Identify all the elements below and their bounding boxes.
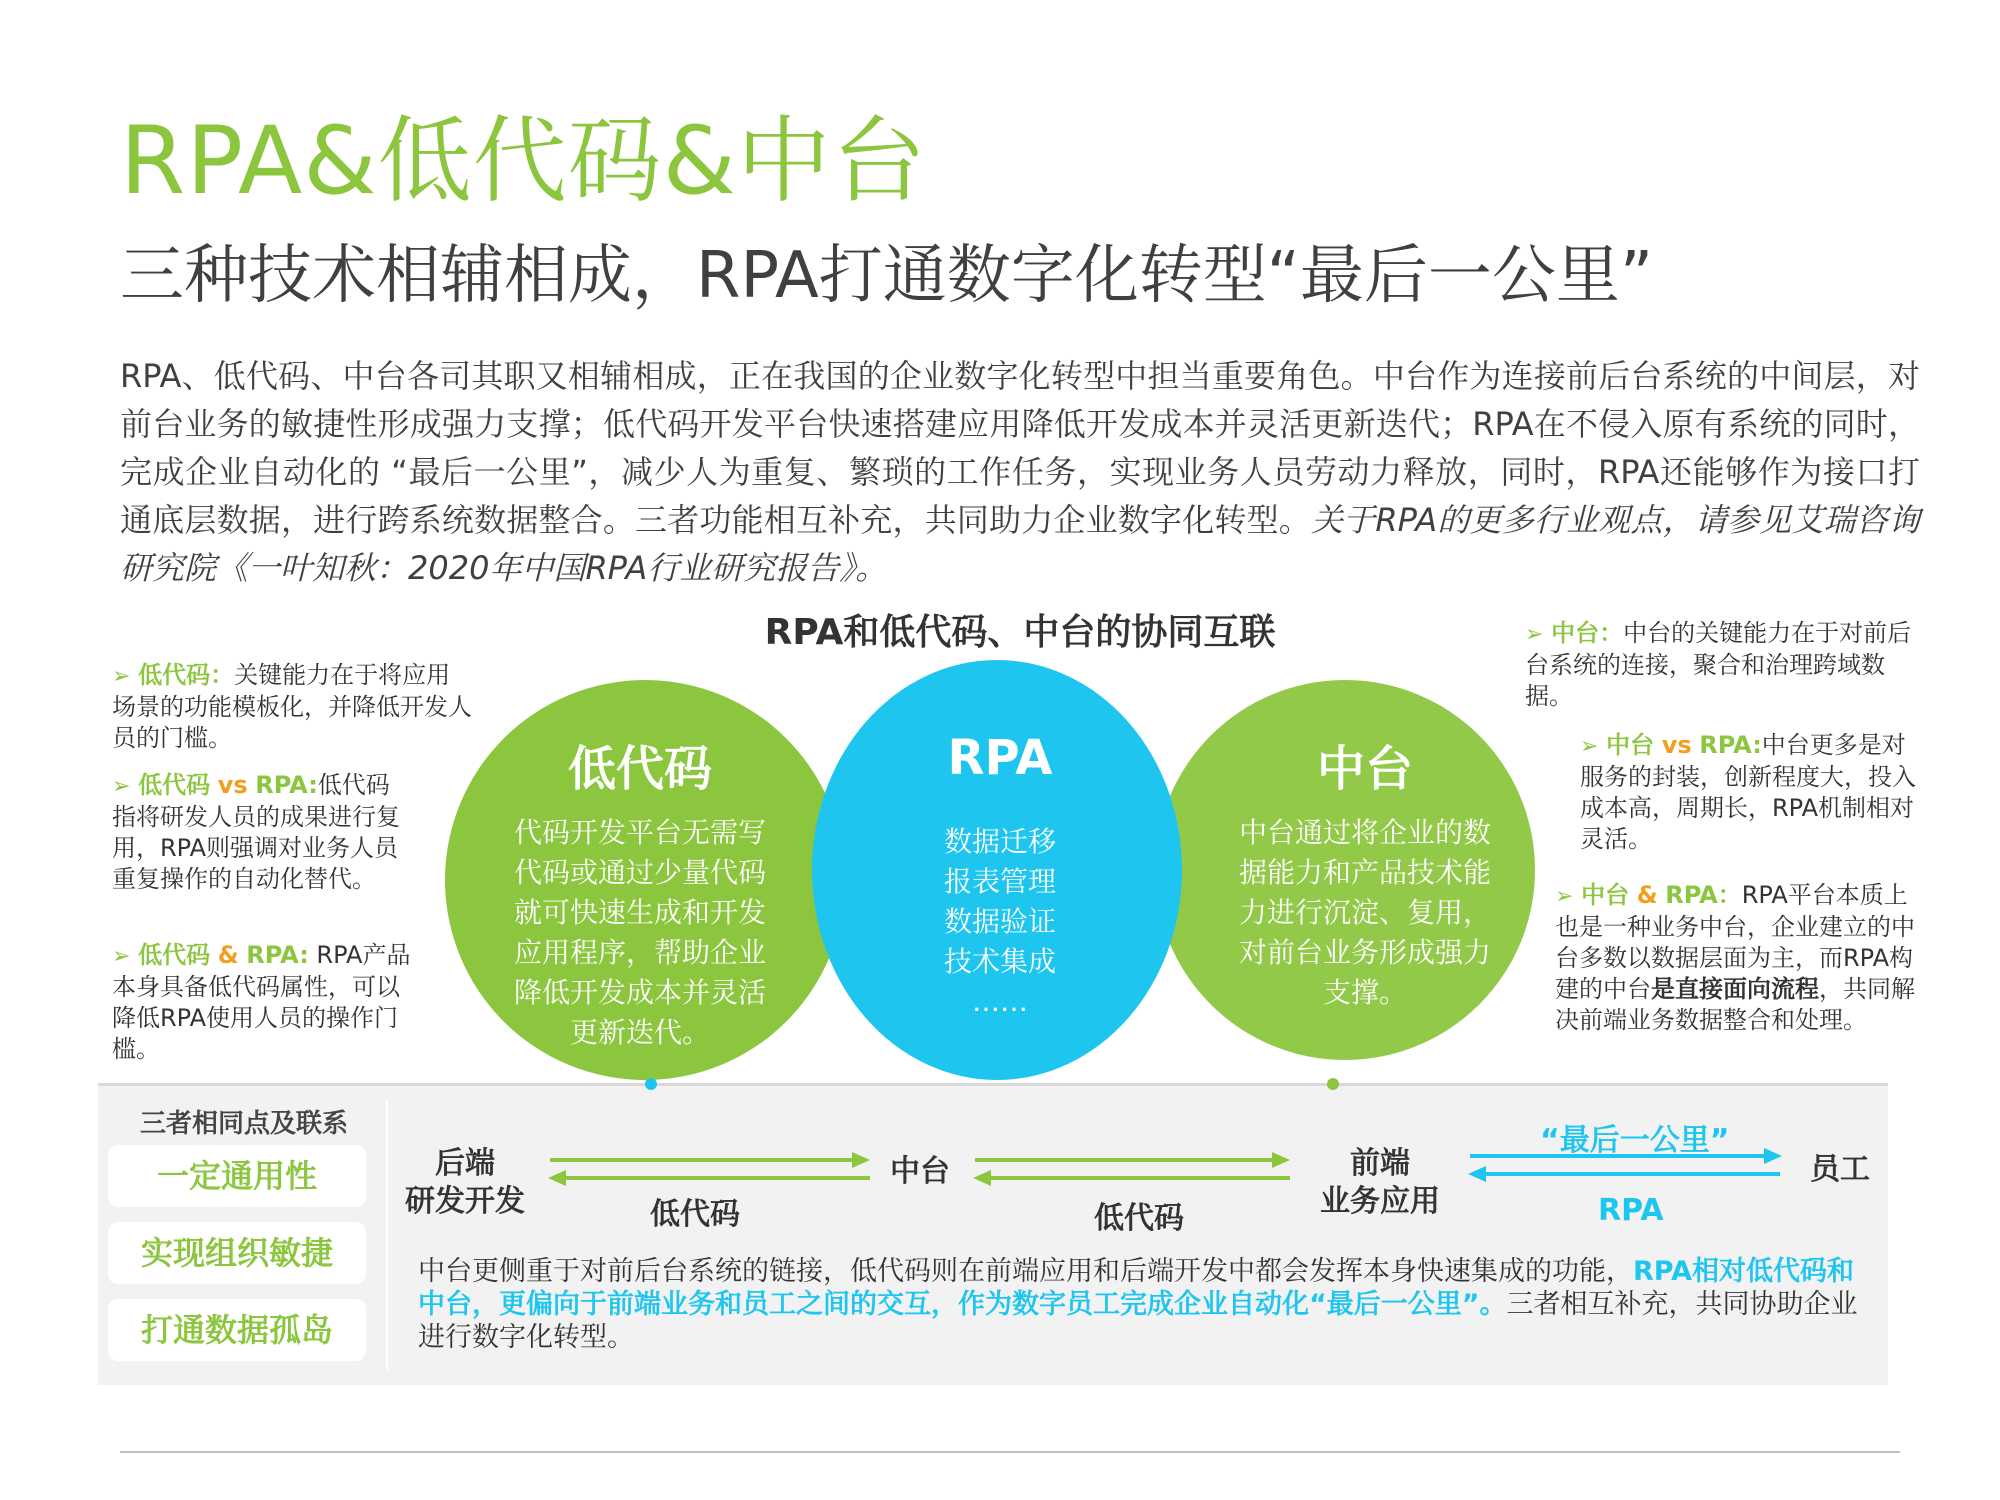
bullet-arrow-icon: ➢ bbox=[112, 774, 131, 799]
right-note-1 bbox=[1525, 618, 1925, 712]
right-note-3 bbox=[1555, 880, 1920, 1036]
right-note-2 bbox=[1580, 730, 1920, 855]
lowcode-line: 应用程序，帮助企业 bbox=[513, 936, 766, 969]
note-bold: 是直接面向流程 bbox=[1651, 975, 1819, 1003]
rpa-circle-body bbox=[890, 822, 1110, 1022]
lowcode-circle-title: 低代码 bbox=[567, 741, 712, 797]
flow-backend-line2: 研发开发 bbox=[405, 1184, 525, 1219]
double-arrow-green-2 bbox=[965, 1150, 1300, 1190]
note-sep: ： bbox=[1599, 619, 1624, 647]
panel-summary-text bbox=[418, 1255, 1873, 1354]
zhongtai-circle-title: 中台 bbox=[1316, 741, 1413, 797]
note-head: 低代码 bbox=[138, 771, 211, 799]
intro-paragraph bbox=[120, 352, 1920, 592]
rpa-line: 数据迁移 bbox=[943, 825, 1056, 858]
note-text: 中台的关键能力在于对前后台系统的连接，聚合和治理跨域数据。 bbox=[1525, 619, 1912, 710]
rpa-line: 技术集成 bbox=[943, 945, 1056, 978]
note-tail: RPA bbox=[255, 771, 309, 799]
flow-frontend bbox=[1310, 1145, 1450, 1221]
flow-backend bbox=[400, 1145, 530, 1221]
lowcode-circle-body bbox=[490, 813, 790, 1053]
lowcode-line: 更新迭代。 bbox=[569, 1016, 710, 1049]
arrow3-top-label: “最后一公里” bbox=[1540, 1123, 1730, 1158]
flow-backend-line1: 后端 bbox=[435, 1146, 495, 1181]
note-head: 中台 bbox=[1606, 731, 1655, 759]
diagram-title: RPA和低代码、中台的协同互联 bbox=[764, 612, 1276, 653]
double-arrow-green-1 bbox=[540, 1150, 880, 1190]
left-note-2 bbox=[112, 770, 402, 895]
note-vs: vs bbox=[217, 771, 248, 799]
bullet-arrow-icon: ➢ bbox=[1580, 734, 1599, 759]
note-vs: & bbox=[217, 941, 239, 969]
rpa-line: 数据验证 bbox=[943, 905, 1056, 938]
left-note-3 bbox=[112, 940, 422, 1065]
lowcode-circle-content bbox=[490, 730, 790, 1053]
summary-text-a: 中台更侧重于对前后台系统的链接，低代码则在前端应用和后端开发中都会发挥本身快速集成的功能， bbox=[418, 1256, 1633, 1287]
flow-middle: 中台 bbox=[890, 1154, 950, 1189]
bullet-arrow-icon: ➢ bbox=[1555, 884, 1574, 909]
note-sep: : bbox=[308, 771, 318, 799]
note-tail: RPA bbox=[246, 941, 300, 969]
note-sep: ： bbox=[210, 661, 235, 689]
summary-text-b: 三者相互补充，共同协助企业进行数字化转型。 bbox=[418, 1289, 1858, 1353]
note-tail: RPA bbox=[1699, 731, 1753, 759]
left-note-1 bbox=[112, 660, 472, 754]
rpa-line: 报表管理 bbox=[943, 865, 1056, 898]
rpa-circle-title: RPA bbox=[947, 730, 1053, 786]
lowcode-line: 降低开发成本并灵活 bbox=[513, 976, 766, 1009]
zhongtai-line: 支撑。 bbox=[1322, 976, 1407, 1009]
pill-agility: 实现组织敏捷 bbox=[108, 1222, 366, 1284]
zhongtai-line: 力进行沉淀、复用， bbox=[1238, 896, 1491, 929]
connector-dot bbox=[1327, 1078, 1339, 1090]
intro-text: RPA、低代码、中台各司其职又相辅相成，正在我国的企业数字化转型中担当重要角色。中台作为连接前后台系统的中间层，对前台业务的敏捷性形成强力支撑；低代码开发平台快速搭建应用降低开发成本并灵活更新迭代；RPA在不侵入原有系统的同时，完成企业自动化的 “最后一公里”，减少人为重复、繁琐的工作任务，实现业务人员劳动力释放，同时，RPA还能够作为接口打通底层数据，进行跨系统数据整合。三者功能相互补充，共同助力企业数字化转型。 bbox=[120, 357, 1920, 539]
rpa-circle-content bbox=[890, 730, 1110, 1022]
zhongtai-line: 对前台业务形成强力 bbox=[1238, 936, 1491, 969]
bullet-arrow-icon: ➢ bbox=[112, 944, 131, 969]
flow-frontend-line2: 业务应用 bbox=[1320, 1184, 1440, 1219]
note-head: 低代码 bbox=[138, 661, 211, 689]
note-sep: : bbox=[299, 941, 309, 969]
zhongtai-line: 据能力和产品技术能 bbox=[1238, 856, 1491, 889]
zhongtai-circle-body bbox=[1220, 813, 1510, 1013]
zhongtai-line: 中台通过将企业的数 bbox=[1238, 816, 1491, 849]
note-head: 低代码 bbox=[138, 941, 211, 969]
note-vs: & bbox=[1636, 881, 1658, 909]
zhongtai-circle-content bbox=[1220, 730, 1510, 1013]
note-sep: : bbox=[1752, 731, 1762, 759]
summary-text-emphasis: RPA相对低代码和中台，更偏向于前端业务和员工之间的交互，作为数字员工完成企业自动化“最后一公里”。 bbox=[418, 1256, 1854, 1320]
panel-separator bbox=[386, 1100, 388, 1370]
page-title: RPA&低代码&中台 bbox=[120, 107, 927, 216]
bullet-arrow-icon: ➢ bbox=[112, 664, 131, 689]
pill-data-silo: 打通数据孤岛 bbox=[108, 1299, 366, 1361]
arrow3-label: RPA bbox=[1598, 1193, 1664, 1228]
intro-reference: 关于RPA的更多行业观点，请参见艾瑞咨询研究院《一叶知秋：2020年中国RPA行业研究报告》。 bbox=[120, 501, 1920, 587]
flow-employee: 员工 bbox=[1810, 1152, 1870, 1187]
note-text: 低代码指将研发人员的成果进行复用，RPA则强调对业务人员重复操作的自动化替代。 bbox=[112, 771, 400, 893]
lowcode-line: 就可快速生成和开发 bbox=[513, 896, 766, 929]
note-sep: ： bbox=[1717, 881, 1742, 909]
rpa-line: …… bbox=[972, 985, 1028, 1018]
arrow2-label: 低代码 bbox=[1094, 1201, 1184, 1236]
note-head: 中台 bbox=[1581, 881, 1630, 909]
double-arrow-blue bbox=[1460, 1146, 1790, 1186]
note-tail: RPA bbox=[1665, 881, 1718, 909]
pill-generality: 一定通用性 bbox=[108, 1145, 366, 1207]
note-vs: vs bbox=[1661, 731, 1692, 759]
note-text: RPA产品本身具备低代码属性，可以降低RPA使用人员的操作门槛。 bbox=[112, 941, 411, 1063]
panel-divider bbox=[98, 1083, 1888, 1086]
note-text: RPA平台本质上也是一种业务中台，企业建立的中台多数以数据层面为主，而RPA构建的中台 bbox=[1555, 881, 1915, 1003]
lowcode-line: 代码开发平台无需写 bbox=[513, 816, 766, 849]
panel-label: 三者相同点及联系 bbox=[140, 1109, 349, 1139]
arrow1-label: 低代码 bbox=[650, 1197, 740, 1232]
footer-divider bbox=[120, 1451, 1900, 1453]
note-text: 关键能力在于将应用场景的功能模板化，并降低开发人员的门槛。 bbox=[112, 661, 472, 752]
flow-frontend-line1: 前端 bbox=[1350, 1146, 1410, 1181]
note-text: ，共同解决前端业务数据整合和处理。 bbox=[1555, 975, 1915, 1034]
connector-dot bbox=[645, 1078, 657, 1090]
lowcode-line: 代码或通过少量代码 bbox=[513, 856, 766, 889]
page-subtitle: 三种技术相辅相成，RPA打通数字化转型“最后一公里” bbox=[120, 239, 1654, 313]
bullet-arrow-icon: ➢ bbox=[1525, 622, 1544, 647]
note-text: 中台更多是对服务的封装，创新程度大，投入成本高，周期长，RPA机制相对灵活。 bbox=[1580, 731, 1916, 853]
note-head: 中台 bbox=[1551, 619, 1600, 647]
